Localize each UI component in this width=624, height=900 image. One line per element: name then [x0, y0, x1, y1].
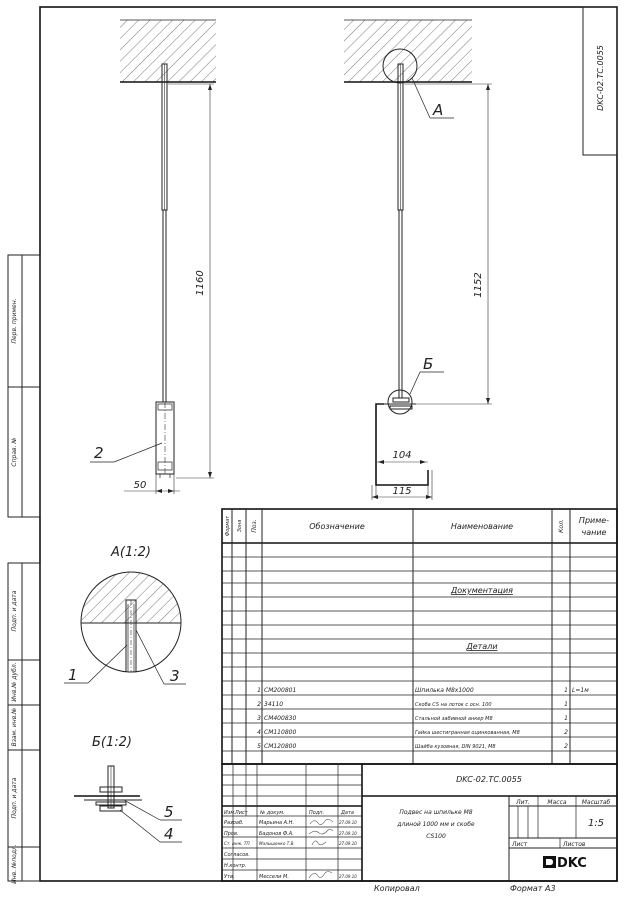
stud-right-lower: [399, 210, 402, 398]
spec-row-pos: 2: [257, 701, 261, 708]
side-label-repl-inv: Взам. инв.№: [11, 707, 18, 747]
corner-doc-code: DKC-02.TC.0055: [596, 45, 605, 111]
tb-role-name: Бадонов Ф.А.: [259, 831, 294, 837]
tb-lit: Лит.: [516, 799, 530, 806]
tb-role: Утв.: [224, 874, 235, 880]
spec-head-qty: Кол.: [558, 519, 565, 533]
corner-code-box: [583, 7, 617, 155]
spec-row-designation: CM120800: [264, 743, 297, 750]
tb-role-name: Мессели М.: [259, 874, 289, 880]
spec-row: [257, 687, 589, 694]
view-a-title: А(1:2): [111, 545, 151, 560]
tb-col-sign: Подп.: [309, 810, 325, 816]
side-label-dup-inv: Инв.№ дубл.: [11, 662, 18, 702]
spec-row-pos: 3: [257, 715, 261, 722]
callout-b: Б: [423, 355, 434, 373]
spec-row-name: Стальной забивной анкер M8: [415, 716, 493, 722]
spec-row-designation: CM400830: [264, 715, 297, 722]
spec-row-pos: 4: [257, 729, 261, 736]
tb-scale: 1:5: [587, 818, 605, 829]
tb-role: Н.контр.: [224, 863, 247, 869]
tb-col-izm: Изм.: [224, 810, 236, 816]
title-block: [222, 764, 617, 881]
tb-role-row: [224, 820, 357, 826]
tb-mass: Масса: [547, 799, 567, 806]
side-label-ref-no: Справ. №: [11, 437, 18, 467]
tb-role-date: 27.09.10: [339, 831, 357, 836]
tb-sheets: Листов: [563, 841, 586, 848]
spec-row-qty: 1: [564, 701, 568, 708]
spec-row-qty: 2: [564, 743, 568, 750]
dim-height-right: 1152: [473, 272, 484, 298]
tb-title-2: длиной 1000 мм и скобе: [397, 821, 475, 828]
callout-2: 2: [94, 444, 104, 462]
tb-title-3: CS100: [426, 833, 446, 840]
dim-width-left: 50: [133, 480, 147, 491]
spec-row-designation: CM200801: [264, 687, 297, 694]
spec-row-qty: 1: [564, 687, 568, 694]
callout-a: А: [433, 101, 444, 119]
tb-col-docno: № докум.: [260, 810, 285, 816]
tb-role-row: [224, 874, 357, 880]
callout-1: 1: [68, 666, 78, 684]
spec-row-name: Гайка шестигранная оцинкованная, M8: [415, 730, 520, 736]
side-frame: [8, 255, 40, 884]
side-label-sign-date-2: Подп. и дата: [11, 777, 18, 819]
callout-5: 5: [164, 803, 174, 821]
left-view: [90, 20, 216, 494]
spec-row-qty: 2: [564, 729, 568, 736]
dim-width-inner: 104: [392, 450, 412, 461]
spec-head-note-2: чание: [581, 528, 607, 537]
tb-role-row: [224, 852, 250, 858]
spec-head-name: Наименование: [450, 522, 514, 531]
spec-section-docs: Документация: [451, 586, 513, 595]
spec-row-qty: 1: [564, 715, 568, 722]
spec-head-note-1: Приме-: [578, 516, 610, 525]
footer-format: Формат А3: [510, 884, 556, 893]
tb-role: Согласов.: [224, 852, 250, 858]
spec-row-name: Шпилька M8x1000: [415, 687, 474, 694]
dkc-logo-text: DKC: [557, 856, 587, 871]
tb-col-list: Лист: [235, 810, 248, 816]
callout-3: 3: [170, 667, 180, 685]
spec-row-note: L=1м: [572, 687, 589, 694]
bracket-cs: [376, 404, 428, 485]
view-b-title: Б(1:2): [92, 735, 132, 750]
stud-left-lower: [163, 210, 166, 402]
spec-head-designation: Обозначение: [309, 522, 365, 531]
dim-height-left: 1160: [195, 270, 206, 296]
side-label-sign-date-1: Подп. и дата: [11, 590, 18, 632]
tb-role: Ст. инж. ТП: [224, 841, 250, 846]
tb-code: DKC-02.TC.0055: [456, 775, 522, 784]
right-view: [344, 20, 492, 500]
spec-row-designation: CM110800: [264, 729, 297, 736]
dkc-logo: [543, 856, 587, 871]
detail-view-a: [64, 545, 188, 685]
tb-role-row: [224, 841, 357, 846]
tb-role: Разраб.: [224, 820, 244, 826]
tb-role-name: Марьина А.Н.: [259, 820, 295, 826]
tb-sheet: Лист: [512, 841, 528, 848]
tb-title-1: Подвес на шпильке M8: [399, 809, 473, 816]
spec-head-zone: Зона: [237, 519, 243, 533]
tb-role-date: 27.09.10: [339, 874, 357, 879]
spec-section-parts: Детали: [466, 642, 498, 651]
side-label-orig-inv: Инв. №подл.: [11, 844, 18, 884]
tb-role-date: 27.09.10: [339, 841, 357, 846]
side-label-first-use: Перв. примен.: [11, 298, 18, 344]
spec-row-pos: 1: [257, 687, 261, 694]
callout-4: 4: [164, 825, 174, 843]
tb-role-row: [224, 863, 246, 869]
tb-role-row: [224, 831, 357, 837]
tb-scale-label: Масштаб: [581, 799, 611, 806]
signature-marks: [309, 819, 333, 878]
spec-row-name: Шайба кузовная, DIN 9021, M8: [415, 744, 496, 750]
spec-head-pos: Поз.: [251, 519, 258, 533]
tb-role-name: Малышенко Т.В.: [259, 841, 295, 846]
tb-role: Пров.: [224, 831, 239, 837]
spec-row-pos: 5: [257, 743, 261, 750]
spec-table: [222, 509, 617, 764]
tb-col-date: Дата: [341, 810, 354, 816]
spec-head-format: Формат: [225, 515, 231, 537]
ceiling-left: [120, 20, 216, 82]
footer-copied: Копировал: [374, 884, 420, 893]
spec-row-name: Скоба CS на лоток с осн. 100: [415, 702, 492, 708]
detail-view-b: [74, 735, 182, 843]
tb-role-date: 27.09.10: [339, 820, 357, 825]
dim-width-outer: 115: [392, 486, 412, 497]
spec-row-designation: 34110: [264, 701, 284, 708]
